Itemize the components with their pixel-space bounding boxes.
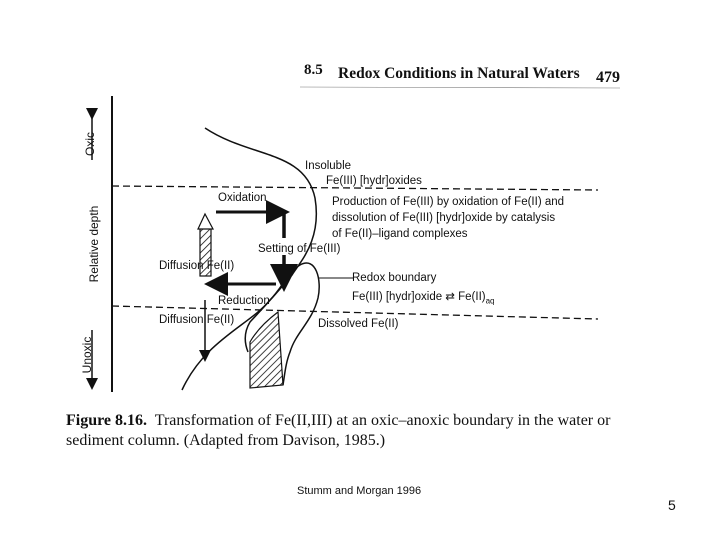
redox-equation-text: Fe(III) [hydr]oxide ⇄ Fe(II) [352,291,486,303]
book-page-number: 479 [596,69,620,86]
label-insoluble: Insoluble [305,160,352,172]
label-production-line1: Production of Fe(III) by oxidation of Fe(II) and [332,196,565,208]
figure-caption-label: Figure 8.16. [66,412,148,429]
section-title: Redox Conditions in Natural Waters [338,65,580,82]
label-settling: Setting of Fe(III) [258,243,341,255]
redox-equation-subscript: aq [485,296,495,306]
header-rule [300,87,620,88]
label-diffusion-lower: Diffusion Fe(II) [159,314,235,326]
label-dissolved-fe2: Dissolved Fe(II) [318,318,399,330]
label-oxidation: Oxidation [218,192,267,204]
figure-caption-line1 [66,411,610,431]
axis-label-relative-depth: Relative depth [87,205,101,283]
dissolved-fe2-hatch [250,312,283,388]
label-production-line3: of Fe(II)–ligand complexes [332,228,468,240]
label-reduction: Reduction [218,295,270,307]
figure-caption-text-1: Transformation of Fe(II,III) at an oxic–anoxic boundary in the water or [154,412,611,429]
figure-caption-line2: sediment column. (Adapted from Davison, 1985.) [66,432,386,449]
label-diffusion-upper: Diffusion Fe(II) [159,260,235,272]
section-number: 8.5 [304,62,323,78]
slide-number: 5 [668,497,676,513]
label-redox-equation [352,289,495,305]
axis-label-unoxic: Unoxic [80,336,94,374]
label-redox-boundary: Redox boundary [352,272,437,284]
source-credit: Stumm and Morgan 1996 [297,485,422,497]
label-production-line2: dissolution of Fe(III) [hydr]oxide by catalysis [332,212,556,224]
label-insoluble-fe3: Fe(III) [hydr]oxides [326,175,422,187]
axis-label-oxic: Oxic [83,132,97,156]
diffusion-up-arrow-head [198,214,213,229]
